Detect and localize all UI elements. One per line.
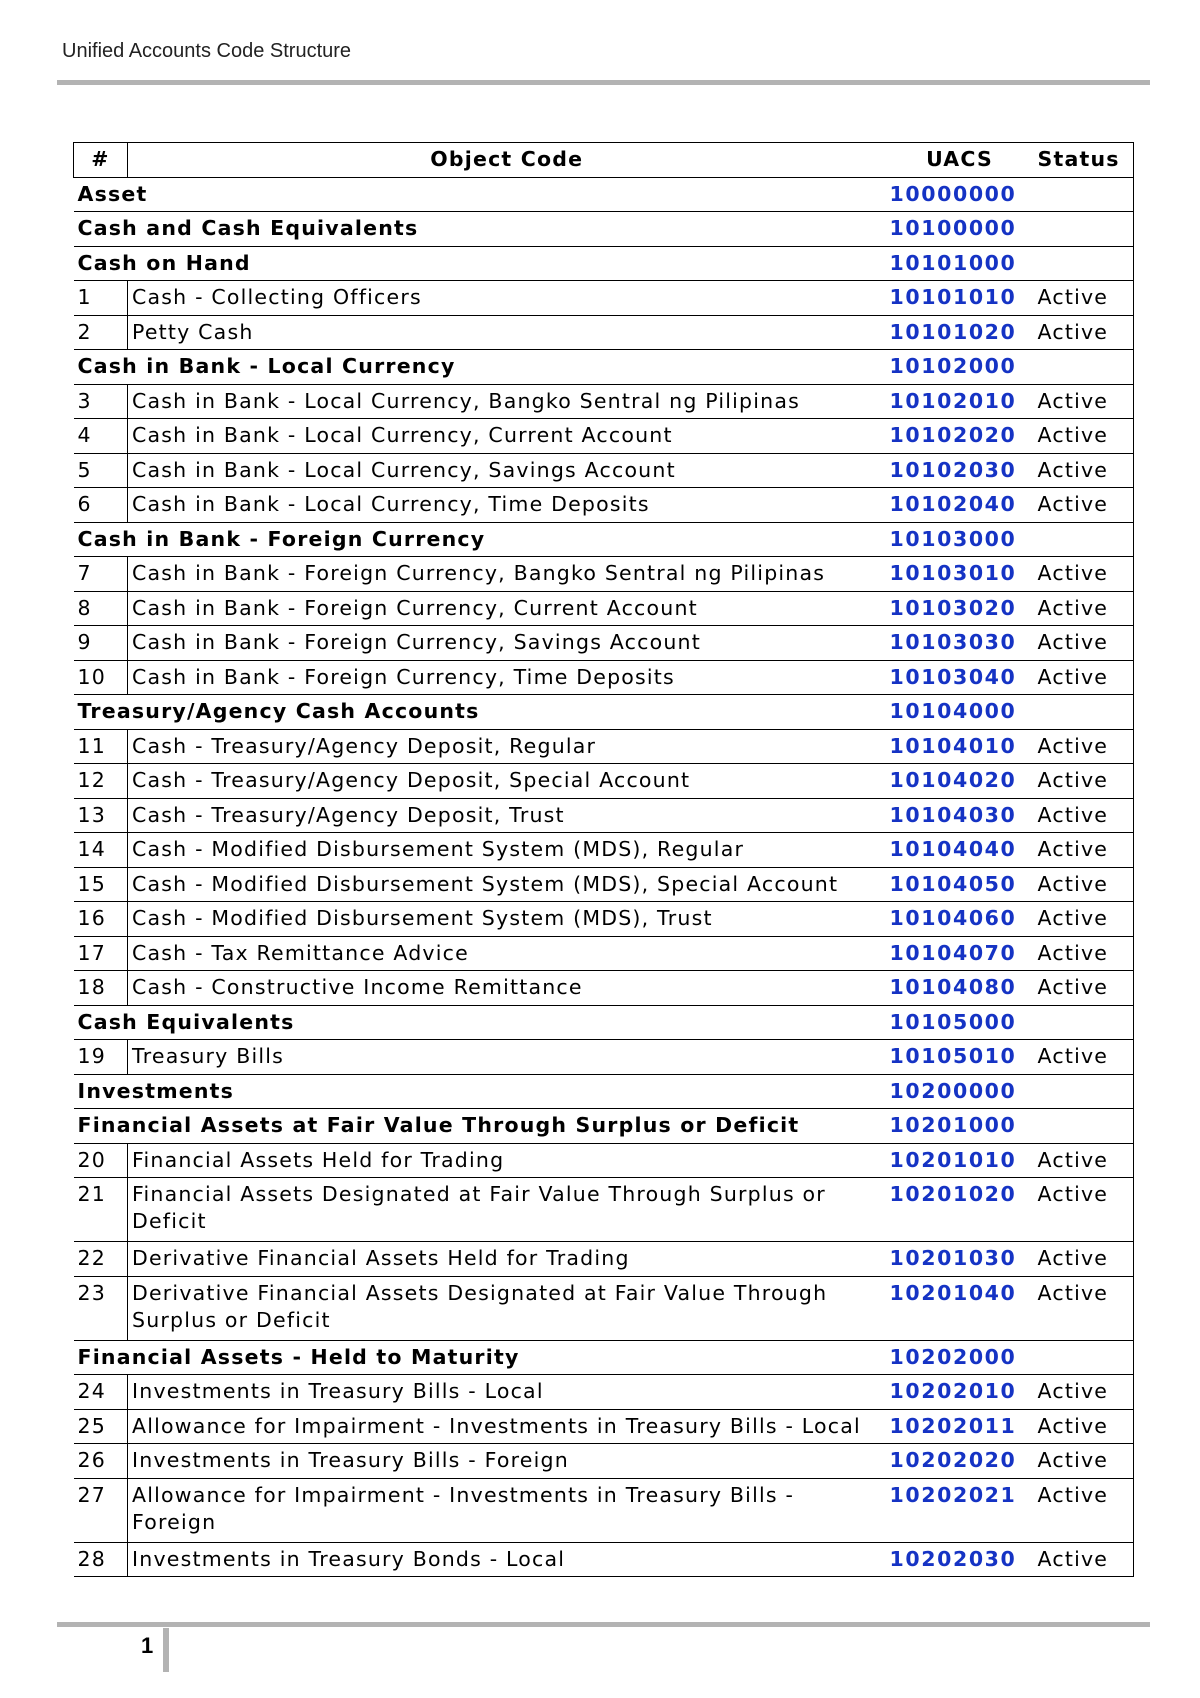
status-value: Active bbox=[1034, 1143, 1134, 1178]
uacs-code: 10201040 bbox=[886, 1276, 1034, 1340]
group-row bbox=[74, 1005, 1134, 1040]
uacs-code: 10202021 bbox=[886, 1478, 1034, 1542]
uacs-code: 10201030 bbox=[886, 1242, 1034, 1277]
group-row bbox=[74, 246, 1134, 281]
row-number: 18 bbox=[74, 971, 128, 1006]
uacs-code: 10201000 bbox=[886, 1109, 1034, 1144]
group-label: Asset bbox=[74, 177, 886, 212]
uacs-code: 10102010 bbox=[886, 384, 1034, 419]
group-label: Cash Equivalents bbox=[74, 1005, 886, 1040]
status-value: Active bbox=[1034, 1542, 1134, 1577]
object-code-label: Investments in Treasury Bills - Foreign bbox=[128, 1444, 886, 1479]
table-row bbox=[74, 936, 1134, 971]
table-row bbox=[74, 453, 1134, 488]
group-label: Financial Assets - Held to Maturity bbox=[74, 1340, 886, 1375]
table-row bbox=[74, 1375, 1134, 1410]
uacs-code: 10104080 bbox=[886, 971, 1034, 1006]
object-code-label: Cash - Tax Remittance Advice bbox=[128, 936, 886, 971]
uacs-code: 10000000 bbox=[886, 177, 1034, 212]
object-code-label: Allowance for Impairment - Investments in Treasury Bills - Local bbox=[128, 1409, 886, 1444]
page-number: 1 bbox=[141, 1633, 154, 1658]
table-row bbox=[74, 1542, 1134, 1577]
uacs-code: 10105000 bbox=[886, 1005, 1034, 1040]
uacs-code: 10104020 bbox=[886, 764, 1034, 799]
group-label: Financial Assets at Fair Value Through Surplus or Deficit bbox=[74, 1109, 886, 1144]
table-row bbox=[74, 281, 1134, 316]
object-code-label: Investments in Treasury Bonds - Local bbox=[128, 1542, 886, 1577]
page-header-title: Unified Accounts Code Structure bbox=[62, 40, 352, 62]
uacs-code: 10101010 bbox=[886, 281, 1034, 316]
row-number: 22 bbox=[74, 1242, 128, 1277]
object-code-label: Cash - Modified Disbursement System (MDS), Trust bbox=[128, 902, 886, 937]
table-row bbox=[74, 1478, 1134, 1542]
group-row bbox=[74, 1074, 1134, 1109]
status-value: Active bbox=[1034, 315, 1134, 350]
uacs-code: 10104040 bbox=[886, 833, 1034, 868]
uacs-code: 10101020 bbox=[886, 315, 1034, 350]
table-row bbox=[74, 798, 1134, 833]
uacs-code: 10202030 bbox=[886, 1542, 1034, 1577]
object-code-label: Financial Assets Designated at Fair Value Through Surplus or Deficit bbox=[128, 1178, 886, 1242]
header-object-code: Object Code bbox=[128, 143, 886, 178]
status-cell bbox=[1034, 246, 1134, 281]
object-code-label: Financial Assets Held for Trading bbox=[128, 1143, 886, 1178]
uacs-code: 10103010 bbox=[886, 557, 1034, 592]
uacs-code: 10104030 bbox=[886, 798, 1034, 833]
table-row bbox=[74, 902, 1134, 937]
row-number: 11 bbox=[74, 729, 128, 764]
status-cell bbox=[1034, 1005, 1134, 1040]
uacs-code: 10104050 bbox=[886, 867, 1034, 902]
table-row bbox=[74, 557, 1134, 592]
object-code-label: Cash - Collecting Officers bbox=[128, 281, 886, 316]
object-code-label: Cash in Bank - Foreign Currency, Savings Account bbox=[128, 626, 886, 661]
object-code-label: Cash in Bank - Foreign Currency, Bangko Sentral ng Pilipinas bbox=[128, 557, 886, 592]
group-row bbox=[74, 522, 1134, 557]
status-value: Active bbox=[1034, 626, 1134, 661]
object-code-label: Cash in Bank - Local Currency, Savings Account bbox=[128, 453, 886, 488]
uacs-code: 10103030 bbox=[886, 626, 1034, 661]
object-code-label: Cash in Bank - Local Currency, Time Deposits bbox=[128, 488, 886, 523]
table-row bbox=[74, 1444, 1134, 1479]
status-value: Active bbox=[1034, 1409, 1134, 1444]
status-value: Active bbox=[1034, 1276, 1134, 1340]
object-code-label: Cash - Constructive Income Remittance bbox=[128, 971, 886, 1006]
status-value: Active bbox=[1034, 1375, 1134, 1410]
group-label: Cash in Bank - Local Currency bbox=[74, 350, 886, 385]
status-value: Active bbox=[1034, 1040, 1134, 1075]
status-value: Active bbox=[1034, 660, 1134, 695]
table-body bbox=[74, 177, 1134, 1577]
row-number: 26 bbox=[74, 1444, 128, 1479]
uacs-code: 10104010 bbox=[886, 729, 1034, 764]
row-number: 23 bbox=[74, 1276, 128, 1340]
status-value: Active bbox=[1034, 902, 1134, 937]
row-number: 25 bbox=[74, 1409, 128, 1444]
status-cell bbox=[1034, 695, 1134, 730]
row-number: 5 bbox=[74, 453, 128, 488]
table-row bbox=[74, 1040, 1134, 1075]
object-code-label: Petty Cash bbox=[128, 315, 886, 350]
uacs-code: 10105010 bbox=[886, 1040, 1034, 1075]
row-number: 14 bbox=[74, 833, 128, 868]
uacs-code: 10103020 bbox=[886, 591, 1034, 626]
status-value: Active bbox=[1034, 729, 1134, 764]
status-cell bbox=[1034, 1340, 1134, 1375]
row-number: 7 bbox=[74, 557, 128, 592]
object-code-label: Allowance for Impairment - Investments in Treasury Bills - Foreign bbox=[128, 1478, 886, 1542]
status-cell bbox=[1034, 522, 1134, 557]
row-number: 8 bbox=[74, 591, 128, 626]
status-cell bbox=[1034, 177, 1134, 212]
group-row bbox=[74, 1109, 1134, 1144]
uacs-code: 10102020 bbox=[886, 419, 1034, 454]
row-number: 6 bbox=[74, 488, 128, 523]
table-row bbox=[74, 626, 1134, 661]
status-value: Active bbox=[1034, 971, 1134, 1006]
row-number: 13 bbox=[74, 798, 128, 833]
row-number: 16 bbox=[74, 902, 128, 937]
row-number: 2 bbox=[74, 315, 128, 350]
object-code-label: Cash - Treasury/Agency Deposit, Special Account bbox=[128, 764, 886, 799]
group-label: Treasury/Agency Cash Accounts bbox=[74, 695, 886, 730]
status-value: Active bbox=[1034, 1478, 1134, 1542]
status-value: Active bbox=[1034, 1444, 1134, 1479]
row-number: 19 bbox=[74, 1040, 128, 1075]
uacs-code: 10100000 bbox=[886, 212, 1034, 247]
uacs-code: 10102000 bbox=[886, 350, 1034, 385]
table-row bbox=[74, 315, 1134, 350]
status-cell bbox=[1034, 350, 1134, 385]
object-code-label: Cash - Treasury/Agency Deposit, Regular bbox=[128, 729, 886, 764]
row-number: 1 bbox=[74, 281, 128, 316]
table-row bbox=[74, 833, 1134, 868]
status-value: Active bbox=[1034, 833, 1134, 868]
status-cell bbox=[1034, 1109, 1134, 1144]
header-num: # bbox=[74, 143, 128, 178]
table-header-row bbox=[74, 143, 1134, 178]
row-number: 15 bbox=[74, 867, 128, 902]
status-value: Active bbox=[1034, 936, 1134, 971]
status-value: Active bbox=[1034, 798, 1134, 833]
object-code-label: Derivative Financial Assets Held for Trading bbox=[128, 1242, 886, 1277]
row-number: 20 bbox=[74, 1143, 128, 1178]
table-row bbox=[74, 764, 1134, 799]
object-code-label: Cash in Bank - Foreign Currency, Time Deposits bbox=[128, 660, 886, 695]
row-number: 17 bbox=[74, 936, 128, 971]
uacs-code: 10202010 bbox=[886, 1375, 1034, 1410]
object-code-label: Cash in Bank - Local Currency, Bangko Sentral ng Pilipinas bbox=[128, 384, 886, 419]
group-label: Cash in Bank - Foreign Currency bbox=[74, 522, 886, 557]
table-row bbox=[74, 419, 1134, 454]
uacs-code: 10103000 bbox=[886, 522, 1034, 557]
group-row bbox=[74, 695, 1134, 730]
table-row bbox=[74, 488, 1134, 523]
object-code-label: Treasury Bills bbox=[128, 1040, 886, 1075]
page-number-bar bbox=[163, 1628, 169, 1672]
table-row bbox=[74, 1409, 1134, 1444]
uacs-code: 10103040 bbox=[886, 660, 1034, 695]
status-value: Active bbox=[1034, 764, 1134, 799]
uacs-code: 10200000 bbox=[886, 1074, 1034, 1109]
object-code-label: Cash - Modified Disbursement System (MDS), Special Account bbox=[128, 867, 886, 902]
status-value: Active bbox=[1034, 488, 1134, 523]
header-rule bbox=[57, 80, 1150, 85]
row-number: 24 bbox=[74, 1375, 128, 1410]
status-value: Active bbox=[1034, 453, 1134, 488]
uacs-code: 10101000 bbox=[886, 246, 1034, 281]
status-value: Active bbox=[1034, 1178, 1134, 1242]
status-cell bbox=[1034, 1074, 1134, 1109]
group-row bbox=[74, 1340, 1134, 1375]
uacs-code: 10104070 bbox=[886, 936, 1034, 971]
object-code-label: Derivative Financial Assets Designated at Fair Value Through Surplus or Deficit bbox=[128, 1276, 886, 1340]
status-value: Active bbox=[1034, 281, 1134, 316]
object-code-label: Cash - Modified Disbursement System (MDS), Regular bbox=[128, 833, 886, 868]
status-value: Active bbox=[1034, 867, 1134, 902]
uacs-code: 10202000 bbox=[886, 1340, 1034, 1375]
uacs-code: 10104000 bbox=[886, 695, 1034, 730]
table-row bbox=[74, 1143, 1134, 1178]
object-code-label: Cash in Bank - Local Currency, Current Account bbox=[128, 419, 886, 454]
status-value: Active bbox=[1034, 591, 1134, 626]
table-row bbox=[74, 729, 1134, 764]
row-number: 27 bbox=[74, 1478, 128, 1542]
status-value: Active bbox=[1034, 1242, 1134, 1277]
row-number: 10 bbox=[74, 660, 128, 695]
footer-rule bbox=[57, 1622, 1150, 1627]
object-code-label: Investments in Treasury Bills - Local bbox=[128, 1375, 886, 1410]
row-number: 21 bbox=[74, 1178, 128, 1242]
table-row bbox=[74, 1276, 1134, 1340]
row-number: 12 bbox=[74, 764, 128, 799]
table-row bbox=[74, 867, 1134, 902]
uacs-code: 10202011 bbox=[886, 1409, 1034, 1444]
table-row bbox=[74, 1178, 1134, 1242]
object-code-label: Cash in Bank - Foreign Currency, Current Account bbox=[128, 591, 886, 626]
header-uacs: UACS bbox=[886, 143, 1034, 178]
uacs-table bbox=[73, 142, 1134, 1577]
table-row bbox=[74, 591, 1134, 626]
table-row bbox=[74, 660, 1134, 695]
uacs-code: 10201010 bbox=[886, 1143, 1034, 1178]
status-value: Active bbox=[1034, 557, 1134, 592]
row-number: 9 bbox=[74, 626, 128, 661]
uacs-code: 10202020 bbox=[886, 1444, 1034, 1479]
group-label: Cash on Hand bbox=[74, 246, 886, 281]
object-code-label: Cash - Treasury/Agency Deposit, Trust bbox=[128, 798, 886, 833]
table-row bbox=[74, 384, 1134, 419]
uacs-code: 10102040 bbox=[886, 488, 1034, 523]
group-label: Investments bbox=[74, 1074, 886, 1109]
group-row bbox=[74, 350, 1134, 385]
group-row bbox=[74, 177, 1134, 212]
row-number: 28 bbox=[74, 1542, 128, 1577]
uacs-code: 10102030 bbox=[886, 453, 1034, 488]
uacs-code: 10104060 bbox=[886, 902, 1034, 937]
table-row bbox=[74, 971, 1134, 1006]
group-label: Cash and Cash Equivalents bbox=[74, 212, 886, 247]
status-cell bbox=[1034, 212, 1134, 247]
row-number: 4 bbox=[74, 419, 128, 454]
header-status: Status bbox=[1034, 143, 1134, 178]
status-value: Active bbox=[1034, 384, 1134, 419]
uacs-code: 10201020 bbox=[886, 1178, 1034, 1242]
status-value: Active bbox=[1034, 419, 1134, 454]
row-number: 3 bbox=[74, 384, 128, 419]
group-row bbox=[74, 212, 1134, 247]
table-row bbox=[74, 1242, 1134, 1277]
